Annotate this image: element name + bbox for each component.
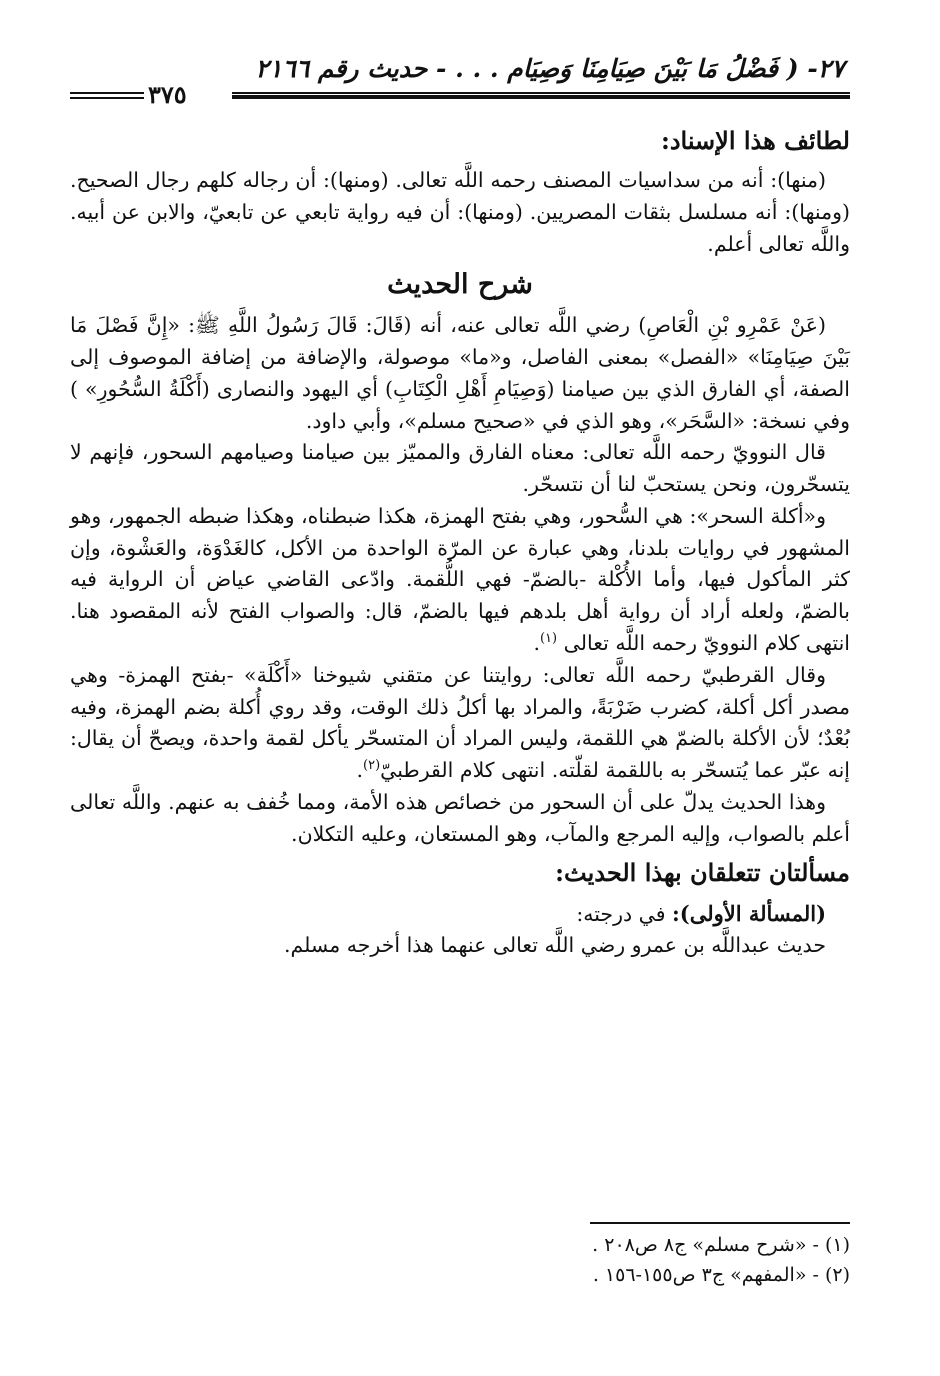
footnote-ref-2: (٢): [363, 758, 381, 774]
sharh-paragraph-3-text: و«أكلة السحر»: هي السُّحور، وهي بفتح الهمزة، هكذا ضبطناه، وهكذا ضبطه الجمهور، وهو المشهور في روايات بلدنا، وهي عبارة عن المرّة الواحدة من الأكل، كالغَدْوَة، والعَشْوة، وإن كثر المأكول فيها، وأما الأُكْلة -بالضمّ- فهي اللُّقمة. وادّعى القاضي عياض أن الرواية فيه بالضمّ، ولعله أراد أن رواية أهل بلدهم فيها بالضمّ، قال: والصواب الفتح لأنه المقصود هنا. انتهى كلام النوويّ رحمه اللَّه تعالى: [70, 503, 850, 655]
masala-1-text: حديث عبداللَّه بن عمرو رضي اللَّه تعالى عنهما هذا أخرجه مسلم.: [283, 933, 826, 958]
sharh-paragraph-4: وقال القرطبيّ رحمه اللَّه تعالى: روايتنا عن متقني شيوخنا «أَكْلَة» -بفتح الهمزة- وهي مصدر أكل أكلة، كضرب ضَرْبَةً، والمراد بها أكلُ ذلك الوقت، وقد روي أُكلة بضم الهمزة، وفيه بُعْدٌ؛ لأن الأكلة بالضمّ هي اللقمة، وليس المراد أن المتسحّر يأكل لقمة واحدة، ويصحّ أن يقال: إنه عبّر عما يُتسحّر به باللقمة لقلّته. انتهى كلام القرطبيّ$^{(٢)}$.: [70, 662, 850, 783]
header-rule-thick: [232, 95, 850, 99]
section-heading-isnad: لطائف هذا الإسناد:: [660, 126, 850, 155]
footnote-2: (٢) - «المفهم» ج٣ ص١٥٥-١٥٦ .: [592, 1264, 850, 1287]
sharh-paragraph-2: قال النوويّ رحمه اللَّه تعالى: معناه الفارق والمميّز بين صيامنا وصيامهم السحور، فإنهم لا يتسحّرون، ونحن يستحبّ لنا أن نتسحّر.: [70, 440, 850, 497]
sharh-paragraph-5: وهذا الحديث يدلّ على أن السحور من خصائص هذه الأمة، ومما خُفف به عنهم. واللَّه تعالى أعلم بالصواب، وإليه المرجع والمآب، وهو المستعان، وعليه التكلان.: [70, 789, 850, 846]
sharh-paragraph-3: و«أكلة السحر»: هي السُّحور، وهي بفتح الهمزة، هكذا ضبطناه، وهكذا ضبطه الجمهور، وهو المشهور في روايات بلدنا، وهي عبارة عن المرّة الواحدة من الأكل، كالغَدْوَة، والعَشْوة، وإن كثر المأكول فيها، وأما الأُكْلة -بالضمّ- فهي اللُّقمة. وادّعى القاضي عياض أن الرواية فيه بالضمّ، ولعله أراد أن رواية أهل بلدهم فيها بالضمّ، قال: والصواب الفتح لأنه المقصود هنا. انتهى كلام النوويّ رحمه اللَّه تعالى $^{(١)}$.: [70, 503, 850, 655]
section-heading-masail: مسألتان تتعلقان بهذا الحديث:: [555, 858, 850, 888]
masala-1-label: (المسألة الأولى):: [672, 900, 826, 926]
sharh-paragraph-4-text: وقال القرطبيّ رحمه اللَّه تعالى: روايتنا عن متقني شيوخنا «أَكْلَة» -بفتح الهمزة- وهي مصدر أكل أكلة، كضرب ضَرْبَةً، والمراد بها أكلُ ذلك الوقت، وقد روي أُكلة بضم الهمزة، وفيه بُعْدٌ؛ لأن الأكلة بالضمّ هي اللقمة، وليس المراد أن المتسحّر يأكل لقمة واحدة، ويصحّ أن يقال: إنه عبّر عما يُتسحّر به باللقمة لقلّته. انتهى كلام القرطبيّ: [70, 662, 850, 783]
page-header: [70, 50, 850, 108]
page-number: ٣٧٥: [148, 80, 187, 109]
footnote-1: (١) - «شرح مسلم» ج٨ ص٢٠٨ .: [592, 1234, 850, 1256]
isnad-paragraph: (منها): أنه من سداسيات المصنف رحمه اللَّه تعالى. (ومنها): أن رجاله كلهم رجال الصحيح. (ومنها): أنه مسلسل بثقات المصريين. (ومنها): أن فيه رواية تابعي عن تابعيّ، والابن عن أبيه. واللَّه تعالى أعلم.: [70, 168, 850, 256]
masala-1-heading: [70, 898, 850, 931]
page-number-rule: [70, 92, 144, 94]
header-rule: [232, 92, 850, 94]
sharh-paragraph-1: (عَنْ عَمْرِو بْنِ الْعَاصِ) رضي اللَّه تعالى عنه، أنه (قَالَ: قَالَ رَسُولُ اللَّهِ ﷺ: «إِنَّ فَصْلَ مَا بَيْنَ صِيَامِنَا» «الفصل» بمعنى الفاصل، و«ما» موصولة، والإضافة من إضافة الموصوف إلى الصفة، أي الفارق الذي بين صيامنا (وَصِيَامِ أَهْلِ الْكِتَابِ) أي اليهود والنصارى (أَكْلَةُ السُّحُورِ» ) وفي نسخة: «السَّحَر»، وهو الذي في «صحيح مسلم»، وأبي داود.: [70, 313, 850, 433]
footnote-ref-1: (١): [539, 631, 558, 647]
footnotes: [70, 1230, 850, 1291]
page-body: [70, 122, 850, 962]
masala-1-label-rest: في درجته:: [576, 901, 666, 926]
section-heading-sharh: شرح الحديث: [387, 269, 533, 301]
footnote-separator: [590, 1222, 850, 1224]
running-title: ٢٧- ( فَضْلُ مَا بَيْنَ صِيَامِنَا وَصِيَام . . . - حديث رقم ٢١٦٦: [255, 54, 845, 83]
book-page: [70, 50, 850, 1340]
page-number-rule: [70, 97, 144, 99]
